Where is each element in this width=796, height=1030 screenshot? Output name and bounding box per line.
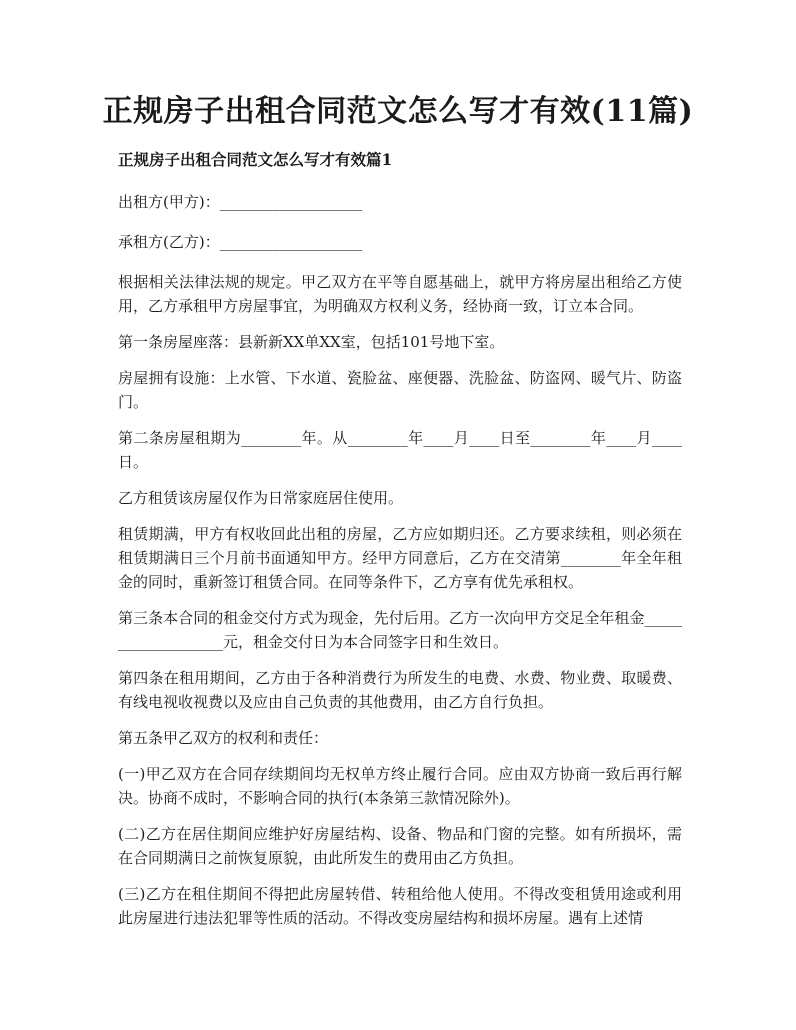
paragraph-clause-3: (三)乙方在租住期间不得把此房屋转借、转租给他人使用。不得改变租赁用途或利用此房屋进行违法犯罪等性质的活动。不得改变房屋结构和损坏房屋。遇有上述情 [118, 885, 682, 927]
paragraph-preamble: 根据相关法律法规的规定。甲乙双方在平等自愿基础上，就甲方将房屋出租给乙方使用，乙方承租甲方房屋事宜，为明确双方权利义务，经协商一致，订立本合同。 [118, 273, 682, 315]
document-title: 正规房子出租合同范文怎么写才有效(11篇) [102, 94, 694, 129]
paragraph-facilities: 房屋拥有设施：上水管、下水道、瓷脸盆、座便器、洗脸盆、防盗网、暖气片、防盗门。 [118, 369, 682, 411]
document-body [118, 148, 682, 942]
paragraph-article-2: 第二条房屋租期为________年。从________年____月____日至________年____月____日。 [118, 429, 682, 471]
paragraph-lessor: 出租方(甲方)：___________________ [118, 193, 363, 211]
paragraph-article-3: 第三条本合同的租金交付方式为现金，先付后用。乙方一次向甲方交足全年租金___________________元，租金交付日为本合同签字日和生效日。 [118, 609, 682, 651]
paragraph-usage: 乙方租赁该房屋仅作为日常家庭居住使用。 [118, 489, 404, 507]
paragraph-lessee: 承租方(乙方)：___________________ [118, 233, 363, 251]
paragraph-article-4: 第四条在租用期间，乙方由于各种消费行为所发生的电费、水费、物业费、取暖费、有线电视收视费以及应由自己负责的其他费用，由乙方自行负担。 [118, 669, 682, 711]
paragraph-clause-1: (一)甲乙双方在合同存续期间均无权单方终止履行合同。应由双方协商一致后再行解决。协商不成时，不影响合同的执行(本条第三款情况除外)。 [118, 765, 682, 807]
paragraph-article-5: 第五条甲乙双方的权利和责任： [118, 729, 329, 747]
paragraph-article-1: 第一条房屋座落：县新新XX单XX室，包括101号地下室。 [118, 333, 505, 351]
paragraph-clause-2: (二)乙方在居住期间应维护好房屋结构、设备、物品和门窗的完整。如有所损坏，需在合同期满日之前恢复原貌，由此所发生的费用由乙方负担。 [118, 825, 682, 867]
section-heading: 正规房子出租合同范文怎么写才有效篇1 [118, 150, 393, 169]
paragraph-renewal: 租赁期满，甲方有权收回此出租的房屋，乙方应如期归还。乙方要求续租，则必须在租赁期满日三个月前书面通知甲方。经甲方同意后，乙方在交清第________年全年租金的同时，重新签订租赁合同。在同等条件下，乙方享有优先承租权。 [118, 525, 682, 591]
